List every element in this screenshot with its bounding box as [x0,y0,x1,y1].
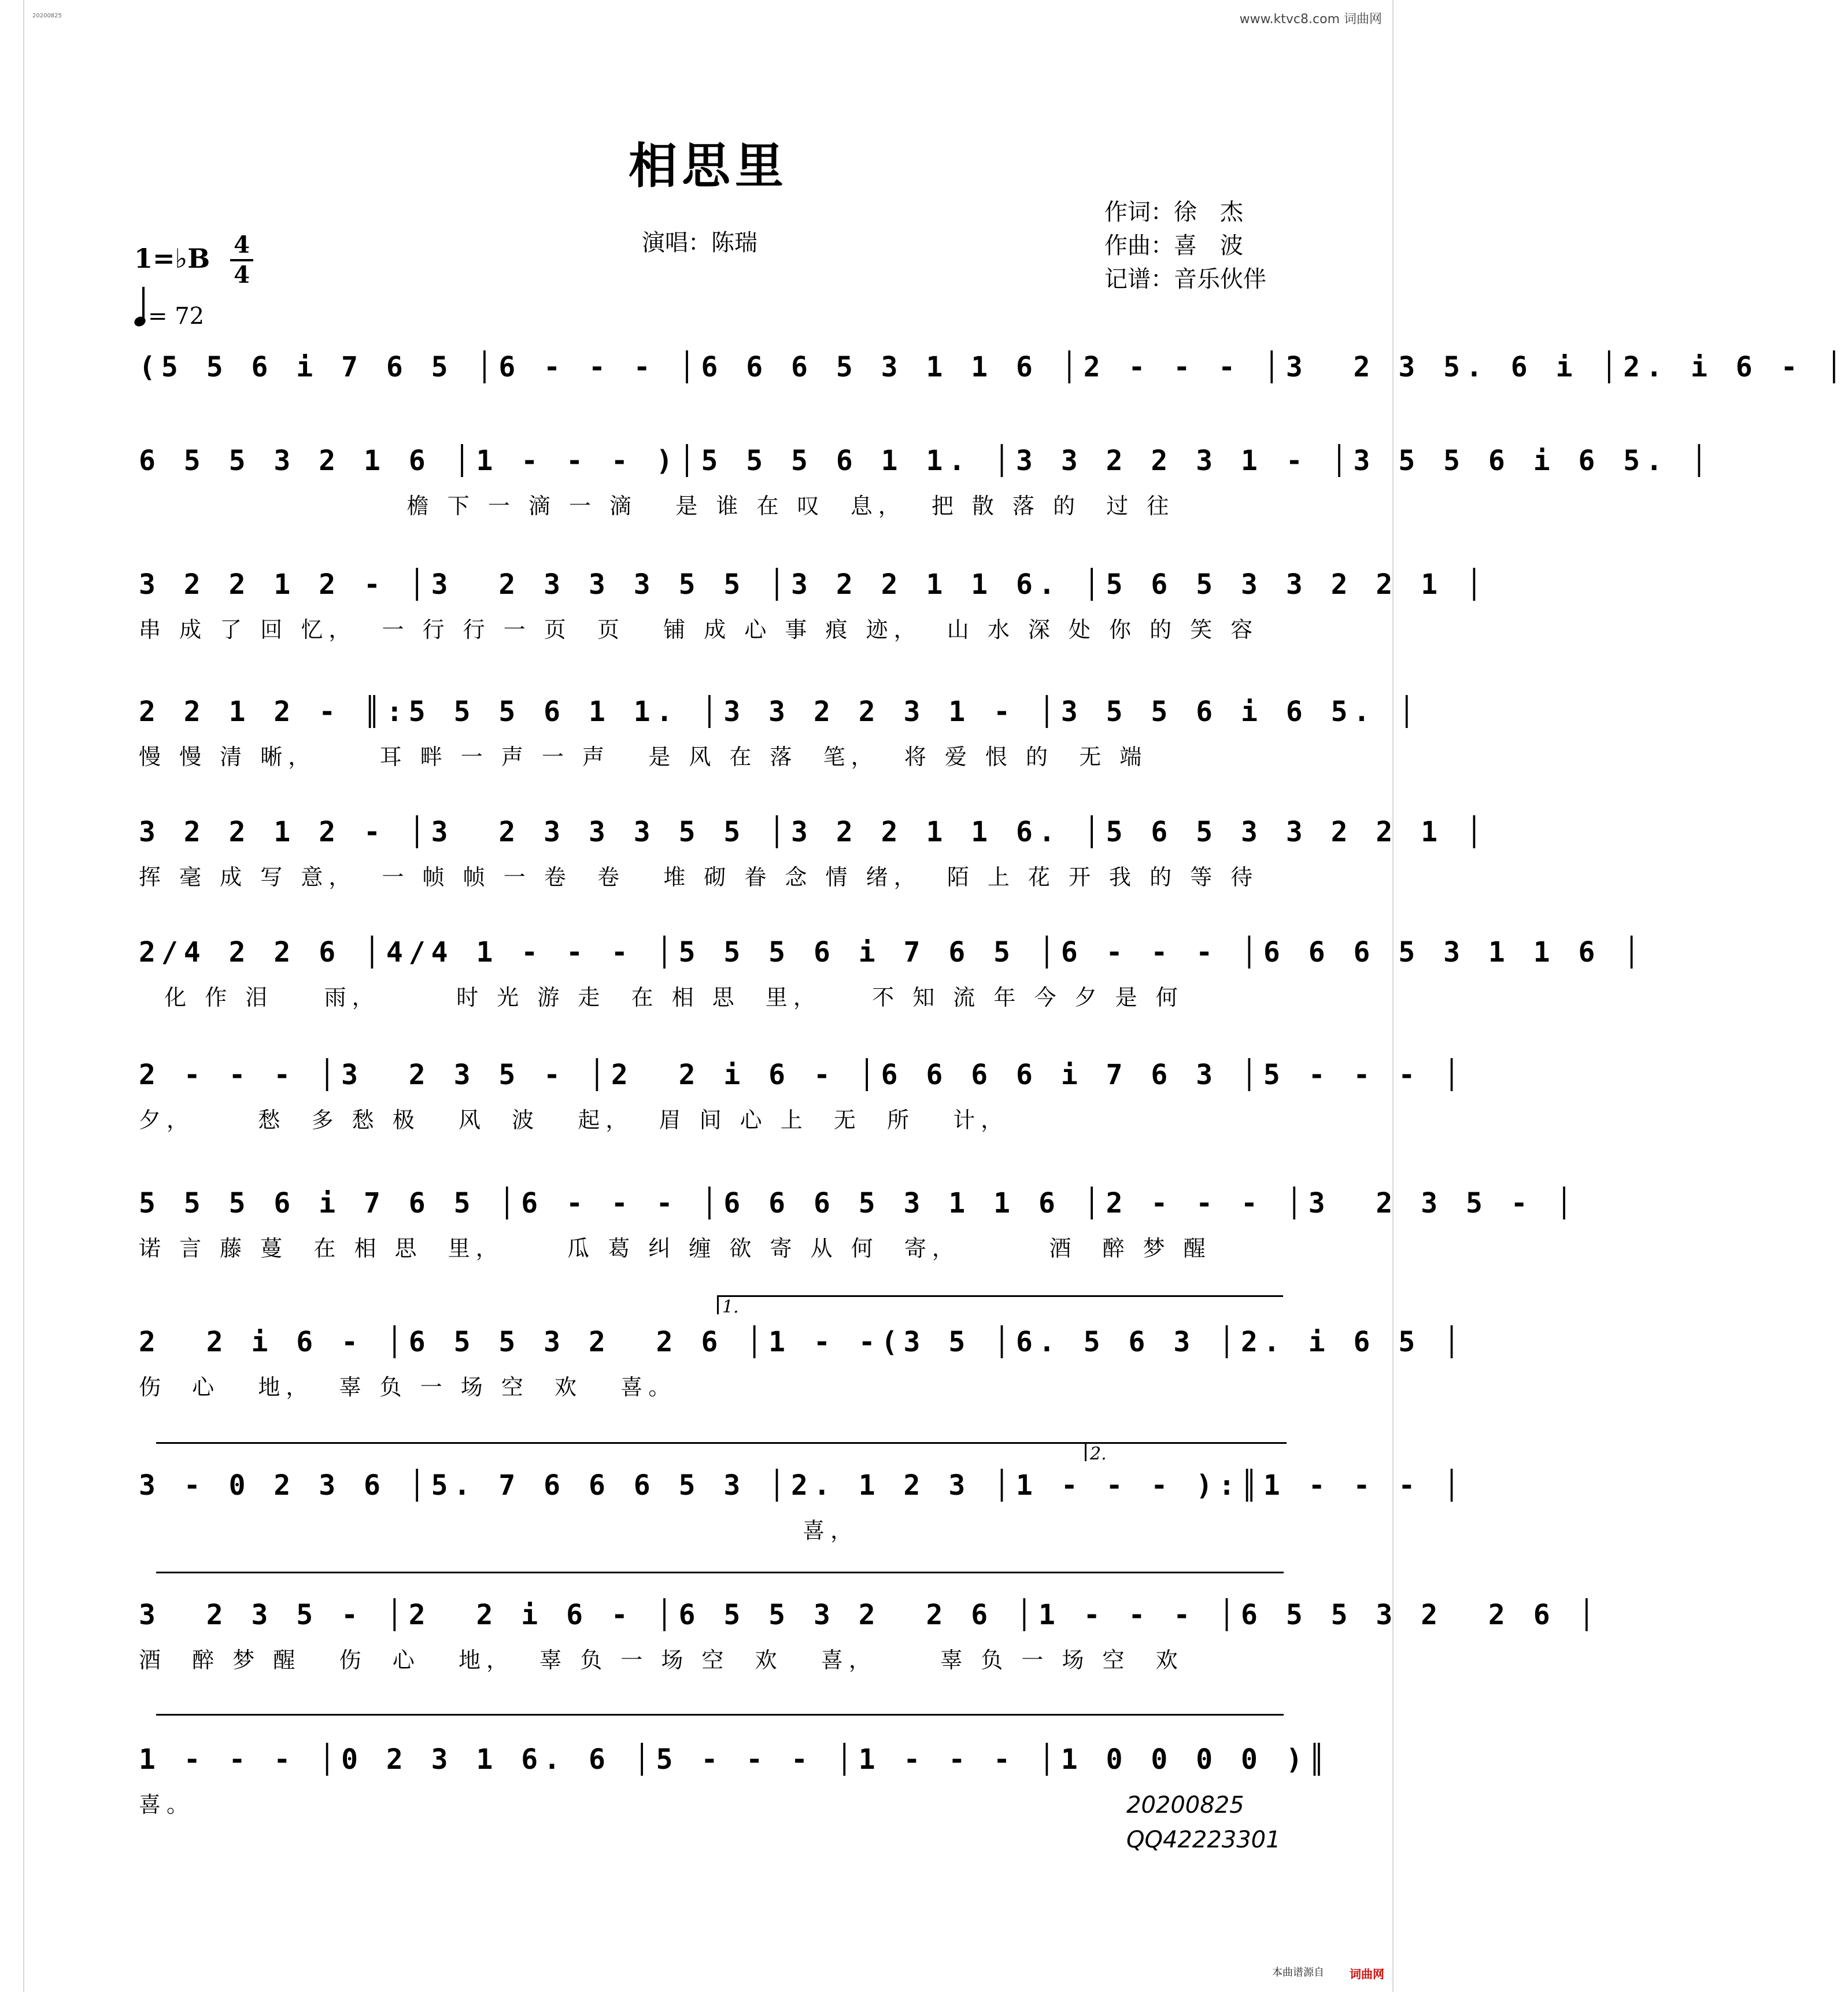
notes-line: 3 2 2 1 2 - │3 2 3 3 3 5 5 │3 2 2 1 1 6. │5 6 5 3 3 2 2 1 │ [139,568,1488,601]
singer-credit: 演唱：陈瑞 [642,230,757,256]
quarter-note-icon [133,315,147,328]
score-row-5 [139,812,1488,891]
transcriber-credit: 记谱：音乐伙伴 [1104,266,1266,293]
score-row-10 [139,1465,1466,1544]
time-sig-top: 4 [234,231,250,258]
lyrics-line: 喜， [139,1518,859,1543]
notes-line: 2 2 1 2 - ║:5 5 5 6 1 1. │3 3 2 2 3 1 - │3 5 5 6 i 6 5. │ [139,696,1421,728]
tempo-value: = 72 [148,303,205,330]
lyrics-line: 伤 心 地， 辜 负 一 场 空 欢 喜。 [139,1374,677,1400]
notes-line: 1 - - - │0 2 3 1 6. 6 │5 - - - │1 - - - │1 0 0 0 0 )║ [139,1743,1331,1776]
score-row-2 [139,441,1713,520]
score-row-6 [139,932,1646,1011]
lyrics-line: 酒 醉 梦 醒 伤 心 地， 辜 负 一 场 空 欢 喜， 辜 负 一 场 空 欢 [139,1647,1184,1673]
score-row-1 [139,347,1848,394]
lyrics-line: 串 成 了 回 忆， 一 行 行 一 页 页 铺 成 心 事 痕 迹， 山 水 深 处 你 的 笑 容 [139,617,1259,642]
composer-credit: 作曲：喜 波 [1104,232,1243,259]
lyrics-line: 挥 毫 成 写 意， 一 帧 帧 一 卷 卷 堆 砌 眷 念 情 绪， 陌 上 花 开 我 的 等 待 [139,864,1259,890]
transcriber-qq: QQ42223301 [1126,1827,1281,1853]
second-ending-bracket: 2. [1085,1442,1287,1461]
corner-top-left-text: 20200825 [32,13,62,19]
footer-source-text: 本曲谱源自 [1272,1967,1324,1979]
score-row-7 [139,1055,1466,1134]
score-row-9 [139,1322,1466,1401]
tempo-marking [134,293,204,330]
transcription-date: 20200825 [1126,1792,1244,1819]
score-row-8 [139,1183,1579,1262]
score-row-4 [139,692,1421,771]
song-title: 相思里 [628,137,788,194]
left-margin-strip [0,0,24,1992]
right-margin-strip [1392,0,1417,1992]
notes-line: 2 - - - │3 2 3 5 - │2 2 i 6 - │6 6 6 6 i 7 6 3 │5 - - - │ [139,1059,1466,1091]
notes-line: 3 2 3 5 - │2 2 i 6 - │6 5 5 3 2 2 6 │1 - - - │6 5 5 3 2 2 6 │ [139,1599,1601,1631]
lyricist-credit: 作词：徐 杰 [1104,199,1243,226]
notes-line: 2 2 i 6 - │6 5 5 3 2 2 6 │1 - -(3 5 │6. 5 6 3 │2. i 6 5 │ [139,1326,1466,1358]
time-sig-bottom: 4 [234,261,250,289]
credits-block [1104,195,1266,296]
score-row-3 [139,564,1488,644]
key-signature: 1=♭B [134,243,210,274]
notes-line: 6 5 5 3 2 1 6 │1 - - - )│5 5 5 6 1 1. │3 3 2 2 3 1 - │3 5 5 6 i 6 5. │ [139,445,1713,477]
first-ending-bracket: 1. [717,1295,1283,1314]
lyrics-line: 喜。 [139,1792,195,1817]
notes-line: 5 5 5 6 i 7 6 5 │6 - - - │6 6 6 5 3 1 1 6 │2 - - - │3 2 3 5 - │ [139,1187,1579,1219]
lyrics-line: 夕， 愁 多 愁 极 风 波 起， 眉 间 心 上 无 所 计， [139,1107,1009,1133]
staff-line [156,1572,1284,1573]
quarter-note-stem [142,287,145,318]
transcription-signature [1126,1788,1281,1857]
staff-line [156,1714,1284,1716]
notes-line: 3 - 0 2 3 6 │5. 7 6 6 6 5 3 │2. 1 2 3 │1 - - - ):║1 - - - │ [139,1469,1466,1502]
lyrics-line: 檐 下 一 滴 一 滴 是 谁 在 叹 息， 把 散 落 的 过 往 [139,493,1175,519]
lyrics-line: 诺 言 藤 蔓 在 相 思 里， 瓜 葛 纠 缠 欲 寄 从 何 寄， 酒 醉 梦 醒 [139,1236,1211,1261]
footer-site-logo[interactable]: 词曲网 [1350,1967,1384,1981]
notes-line: (5 5 6 i 7 6 5 │6 - - - │6 6 6 5 3 1 1 6 │2 - - - │3 2 3 5. 6 i │2. i 6 - │ [139,351,1848,383]
lyrics-line: 化 作 泪 雨， 时 光 游 走 在 相 思 里， 不 知 流 年 今 夕 是 何 [139,985,1184,1010]
corner-top-right-text: www.ktvc8.com 词曲网 [1239,12,1382,27]
time-signature [230,232,253,288]
notes-line: 3 2 2 1 2 - │3 2 3 3 3 5 5 │3 2 2 1 1 6. │5 6 5 3 3 2 2 1 │ [139,816,1488,848]
score-row-11 [139,1595,1601,1674]
score-row-12 [139,1739,1331,1819]
lyrics-line: 慢 慢 清 晰， 耳 畔 一 声 一 声 是 风 在 落 笔， 将 爱 恨 的 无 端 [139,744,1148,770]
notes-line: 2/4 2 2 6 │4/4 1 - - - │5 5 5 6 i 7 6 5 │6 - - - │6 6 6 5 3 1 1 6 │ [139,936,1646,969]
